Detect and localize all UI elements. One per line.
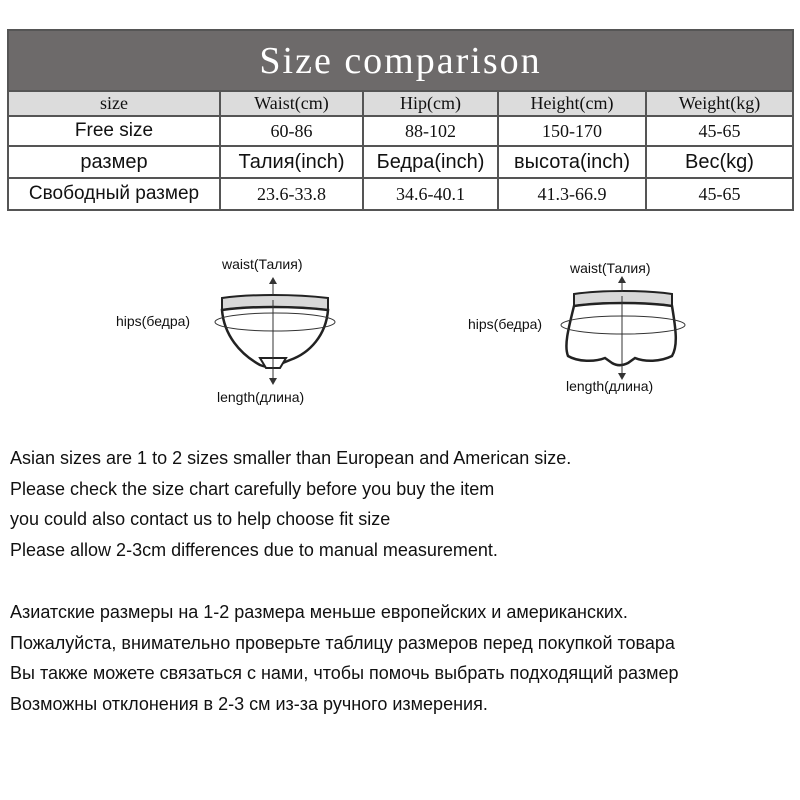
note-line: Возможны отклонения в 2-3 см из-за ручного измерения. (10, 693, 488, 714)
ru-header-hip: Бедра(inch) (364, 147, 499, 179)
note-line: Asian sizes are 1 to 2 sizes smaller than European and American size. (10, 448, 572, 468)
ru-height: 41.3-66.9 (499, 179, 647, 209)
header-hip: Hip(cm) (364, 92, 499, 117)
boxer-diagram (460, 250, 700, 415)
ru-size-label: Свободный размер (9, 179, 221, 209)
length-label: length(длина) (217, 389, 305, 405)
header-height: Height(cm) (499, 92, 647, 117)
note-line: Вы также можете связаться с нами, чтобы помочь выбрать подходящий размер (10, 663, 679, 683)
ru-waist: 23.6-33.8 (221, 179, 364, 209)
free-size-weight: 45-65 (647, 117, 792, 147)
table-row (9, 179, 792, 209)
table-header-row (9, 92, 792, 117)
table-title: Size comparison (9, 31, 792, 92)
ru-header-weight: Вес(kg) (647, 147, 792, 179)
table-ru-header-row (9, 147, 792, 179)
ru-header-size: размер (9, 147, 221, 179)
note-line: Please allow 2-3cm differences due to manual measurement. (10, 539, 498, 560)
free-size-height: 150-170 (499, 117, 647, 147)
ru-weight: 45-65 (698, 183, 741, 204)
note-line: Please check the size chart carefully before you buy the item (10, 478, 495, 499)
waist-label: waist(Талия) (222, 256, 303, 272)
note-line: Пожалуйста, внимательно проверьте таблицу размеров перед покупкой товара (10, 632, 675, 653)
waist-label: waist(Талия) (570, 260, 651, 276)
free-size-hip: 88-102 (364, 117, 499, 147)
ru-header-waist: Талия(inch) (221, 147, 364, 179)
note-line: you could also contact us to help choose fit size (10, 509, 391, 529)
notes-russian (10, 597, 790, 719)
briefs-diagram (110, 250, 350, 415)
free-size-label: Free size (9, 117, 221, 147)
header-size: size (9, 92, 221, 117)
hips-label: hips(бедра) (116, 313, 191, 329)
header-weight: Weight(kg) (647, 92, 792, 117)
size-table (7, 29, 794, 211)
length-label: length(длина) (566, 378, 654, 394)
note-line: Азиатские размеры на 1-2 размера меньше европейских и американских. (10, 602, 628, 622)
free-size-waist: 60-86 (221, 117, 364, 147)
ru-hip: 34.6-40.1 (364, 179, 499, 209)
table-row (9, 117, 792, 147)
header-waist: Waist(cm) (221, 92, 364, 117)
ru-header-height: высота(inch) (499, 147, 647, 179)
hips-label: hips(бедра) (468, 316, 543, 332)
notes-english (10, 443, 790, 565)
